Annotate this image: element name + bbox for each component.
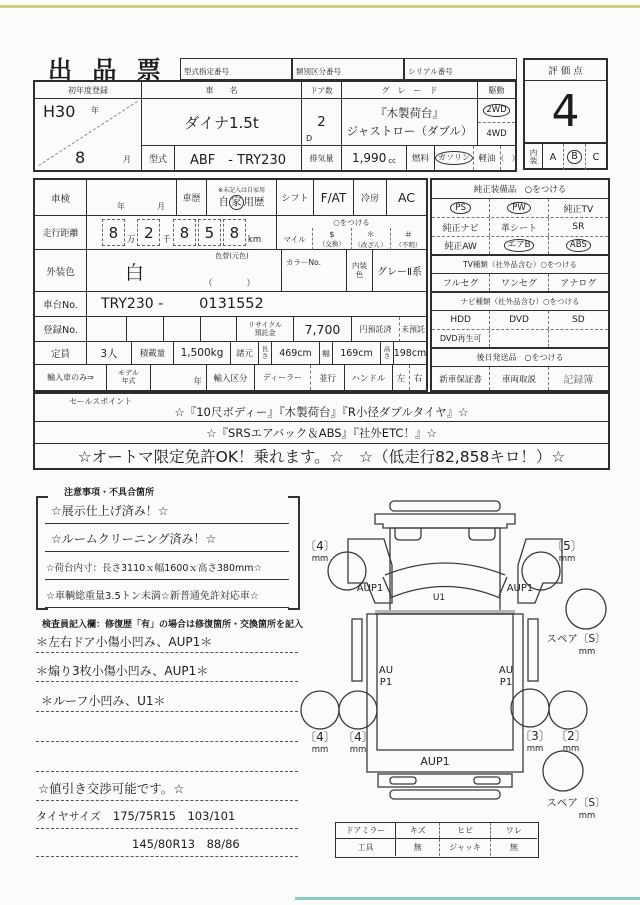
equip-title: 純正装備品 ○をつける xyxy=(432,180,608,199)
sheet-title: 出 品 票 xyxy=(48,56,167,84)
recycle-value: 7,700 xyxy=(294,317,352,342)
chassis-value-cell xyxy=(87,292,426,317)
navi-sd: SD xyxy=(548,311,608,329)
interior-grade-c: C xyxy=(585,144,606,170)
rear-bumper xyxy=(390,790,500,799)
length-value: 469cm xyxy=(272,342,320,365)
ship-title: 後日発送品 ○をつける xyxy=(432,349,608,367)
tv-fullseg: フルセグ xyxy=(442,279,479,289)
ac-value: AC xyxy=(387,180,426,216)
doors-header: ドア数 xyxy=(302,82,342,99)
shift-value: F/AT xyxy=(314,180,354,216)
inspector-line-1: ＊左右ドア小傷小凹み、AUP1＊ xyxy=(36,630,298,653)
model-year-unit: 年 xyxy=(193,377,202,387)
flag-exchange: $ （交換） xyxy=(312,228,350,250)
tire-size-line-2: 145/80R13 88/86 xyxy=(36,832,298,857)
discount-line: ☆値引き交渉可能です。☆ xyxy=(36,776,298,801)
inspector-empty-line-1 xyxy=(36,719,298,742)
first-reg-month-unit: 月 xyxy=(123,155,131,164)
mileage-digit: 8 xyxy=(223,219,246,246)
spare-tire-top xyxy=(566,589,606,629)
field-class-number xyxy=(292,58,404,80)
depth-unit: mm xyxy=(558,554,576,564)
shaken-value-cell xyxy=(87,180,177,216)
equip-abs xyxy=(548,237,608,254)
flag-tampered: ＊ （改ざん） xyxy=(351,228,390,250)
recycle-deposited: 円預託済 xyxy=(352,317,399,342)
bed-damage-rear: AUP1 xyxy=(420,755,450,768)
equip-airbag xyxy=(489,237,547,254)
vehicle-detail-table xyxy=(33,178,428,392)
shaken-label: 車検 xyxy=(35,180,87,216)
mileage-digit: 5 xyxy=(198,219,221,246)
depth-unit: mm xyxy=(578,811,596,820)
mileage-sep-sen: 千 xyxy=(162,235,171,245)
equip-leather: 革シート xyxy=(489,218,547,236)
interior-grade-row xyxy=(525,142,606,168)
car-name-header: 車 名 xyxy=(142,82,302,99)
first-reg-year: H30 xyxy=(43,102,76,121)
capacity-value: 3人 xyxy=(87,342,132,365)
rating-box xyxy=(523,58,608,170)
vehicle-main-table xyxy=(33,80,520,172)
navi-type-title: ナビ種類（社外品含む）○をつける xyxy=(432,293,608,311)
tail-light-left xyxy=(390,777,416,784)
chassis-prefix: TRY230 - xyxy=(101,296,164,312)
doors-cell xyxy=(302,99,342,146)
mirror-label: ドアミラー xyxy=(336,823,396,838)
tire-size-value-1: 175/75R15 103/101 xyxy=(112,809,236,823)
height-label: 高さ xyxy=(381,342,394,365)
first-reg-year-unit: 年 xyxy=(91,106,99,115)
windshield-arc-upper xyxy=(385,563,505,575)
bed-damage-right-1: AU xyxy=(498,665,514,676)
tire-front-left-depth: 〔4〕 xyxy=(304,539,336,553)
cab-notch-right xyxy=(469,528,495,540)
spare-tire-bottom xyxy=(543,751,583,791)
cab-damage-center: U1 xyxy=(432,593,446,603)
mileage-digits-cell xyxy=(87,216,277,250)
ext-color-label: 外装色 xyxy=(35,250,87,292)
ext-color-cell xyxy=(87,250,282,292)
mirror-crack: ヒビ xyxy=(439,823,489,838)
fuel-label: 燃料 xyxy=(407,146,435,170)
width-value: 169cm xyxy=(333,342,381,365)
cab-damage-right: AUP1 xyxy=(506,583,534,594)
shift-label: シフト xyxy=(277,180,314,216)
int-color-label: 内装色 xyxy=(347,250,373,292)
equip-sr: SR xyxy=(548,218,608,236)
field-model-designation-number xyxy=(180,58,292,80)
equip-row-2 xyxy=(432,218,608,237)
note-line-4: ☆車輌総重量3.5トン未満☆新普通免許対応車☆ xyxy=(45,582,289,608)
equip-row-3 xyxy=(432,237,608,256)
inspector-header: 検査員記入欄：修復歴「有」の場合は修復箇所・交換箇所を記入 xyxy=(42,620,304,630)
load-label: 積載量 xyxy=(132,342,174,365)
mileage-label: 走行距離 xyxy=(35,216,87,250)
circle-mark: 2WD xyxy=(483,104,509,117)
color-no-cell xyxy=(282,250,347,292)
cowl-bar-shape xyxy=(375,514,515,528)
side-rail-left xyxy=(352,619,362,681)
circle-mark: B xyxy=(567,150,582,164)
doors-value: 2 xyxy=(317,114,326,130)
chassis-serial: 0131552 xyxy=(199,296,264,312)
tool-none: 無 xyxy=(413,843,422,852)
jack-none: 無 xyxy=(490,839,537,856)
import-dealer: ディーラー xyxy=(262,373,303,382)
model-code-label: 型式 xyxy=(142,146,175,170)
shaken-year-unit: 年 xyxy=(117,202,125,211)
interior-grade-b xyxy=(563,144,585,170)
notes-header: 注意事項・不具合箇所 xyxy=(64,488,155,498)
displacement-value: 1,990 xyxy=(351,151,387,165)
navi-row-2 xyxy=(432,330,608,349)
grade-header: グ レ ー ド xyxy=(342,82,478,99)
circle-mark: PS xyxy=(450,202,471,215)
bed-damage-left-2: P1 xyxy=(379,677,393,688)
spare-bottom-label: スペア〔S〕 xyxy=(546,797,606,809)
tail-light-right xyxy=(474,777,500,784)
tire-front-right-depth: 〔5〕 xyxy=(551,539,583,553)
circle-mark: ガソリン xyxy=(435,151,473,165)
equip-navi: 純正ナビ xyxy=(442,223,479,234)
field-label: 類別区分番号 xyxy=(296,67,341,76)
vehicle-diagram xyxy=(295,495,615,820)
tv-type-title: TV種類（社外品含む）○をつける xyxy=(432,256,608,274)
fuel-diesel: 軽油 xyxy=(473,146,500,170)
tire-rear-left-outer-depth: 〔4〕 xyxy=(304,730,336,744)
tire-rear-left-outer xyxy=(301,691,339,729)
equip-row-1 xyxy=(432,199,608,218)
circle-mark: ABS xyxy=(566,239,591,252)
depth-unit: mm xyxy=(526,744,544,754)
history-v3: 用歴 xyxy=(243,195,265,208)
color-no-label: カラーNo. xyxy=(286,258,321,267)
field-serial-number xyxy=(404,58,517,80)
mirror-scratch: キズ xyxy=(409,826,426,835)
cab-damage-left: AUP1 xyxy=(356,583,384,594)
field-label: シリアル番号 xyxy=(408,67,453,76)
regno-empty-3 xyxy=(164,317,201,342)
spare-top-label: スペア〔S〕 xyxy=(546,633,606,645)
chassis-label: 車台No. xyxy=(35,292,87,317)
ship-row xyxy=(432,367,608,390)
equipment-panel xyxy=(430,178,610,392)
interior-grade-a: A xyxy=(549,151,557,163)
equip-ps xyxy=(432,199,489,217)
regno-label: 登録No. xyxy=(35,317,87,342)
fuel-paren: （ ） xyxy=(500,146,515,170)
recycle-label: リサイクル 預託金 xyxy=(237,317,294,342)
tv-type-row xyxy=(432,274,608,293)
equip-pw xyxy=(489,199,547,217)
doors-d: D xyxy=(306,134,313,143)
regno-empty-4 xyxy=(201,317,237,342)
rating-score: 4 xyxy=(551,86,580,137)
color-change-label: 色替(元色) xyxy=(215,252,249,260)
scan-bottom-bar xyxy=(295,897,640,900)
tire-rear-right-inner xyxy=(511,689,549,727)
depth-unit: mm xyxy=(311,554,329,564)
tire-size-line-1 xyxy=(36,804,298,829)
import-only-label: 輸入車のみ⇒ xyxy=(35,365,107,390)
navi-hdd: HDD xyxy=(450,315,471,325)
circle-mark: PW xyxy=(507,202,531,215)
note-line-1: ☆展示仕上げ済み！☆ xyxy=(45,498,289,524)
inspector-line-2: ＊煽り3枚小傷小凹み、AUP1＊ xyxy=(36,659,298,682)
grade-cell xyxy=(342,99,478,146)
ship-manual: 車両取説 xyxy=(489,367,547,390)
mileage-sep-man: 万 xyxy=(126,235,136,245)
bed-outer xyxy=(367,614,523,772)
bed-damage-right-2: P1 xyxy=(499,677,513,688)
equip-tv: 純正TV xyxy=(548,199,608,217)
regno-empty-1 xyxy=(87,317,127,342)
grade-line1: 『木製荷台』 xyxy=(375,105,444,120)
ship-warranty: 新車保証書 xyxy=(439,374,482,385)
handle-right: 右 xyxy=(409,365,426,390)
model-code-value: ABF - TRY230 xyxy=(175,146,302,170)
sales-points-block xyxy=(33,392,610,470)
navi-row-1 xyxy=(432,311,608,330)
width-label: 幅 xyxy=(320,342,333,365)
tire-rear-right-outer xyxy=(549,691,587,729)
drive-header: 駆動 xyxy=(478,82,515,99)
navi-dvd-play: DVD再生可 xyxy=(439,334,482,343)
tv-analog: アナログ xyxy=(548,274,608,291)
depth-unit: mm xyxy=(311,745,329,755)
sales-line-1: ☆『10尺ボディー』『木製荷台』『R小径ダブルタイヤ』☆ xyxy=(174,404,469,419)
scan-top-bar xyxy=(0,5,640,8)
tire-rear-right-outer-depth: 〔2〕 xyxy=(555,729,587,743)
bed-damage-left-1: AU xyxy=(378,665,394,676)
history-label: 車歴 xyxy=(177,180,207,216)
grade-line2: ジャストロー（ダブル） xyxy=(346,124,473,138)
side-rail-right xyxy=(528,619,538,681)
depth-unit: mm xyxy=(578,647,596,657)
history-note: ※未記入は自家用 xyxy=(217,186,266,194)
import-parallel: 並行 xyxy=(310,365,345,390)
handle-left: 左 xyxy=(396,373,406,384)
load-value: 1,500kg xyxy=(174,342,231,365)
tool-label: 工具 xyxy=(336,839,396,856)
mileage-unit: km xyxy=(247,235,262,245)
mileage-mark-header: ○をつける xyxy=(333,217,370,227)
length-label: 長さ xyxy=(259,342,272,365)
tire-rear-left-inner xyxy=(339,691,377,729)
sales-label: セールスポイント xyxy=(69,397,133,406)
handle-label: ハンドル xyxy=(345,365,393,390)
depth-unit: mm xyxy=(349,745,367,755)
jack-label: ジャッキ xyxy=(439,839,489,856)
tire-rear-left-inner-depth: 〔4〕 xyxy=(342,730,374,744)
note-line-3: ☆荷台内寸：長さ3110ｘ幅1600ｘ高さ380mm☆ xyxy=(45,554,289,580)
tire-rear-right-inner-depth: 〔3〕 xyxy=(519,729,551,743)
capacity-label: 定員 xyxy=(35,342,87,365)
mileage-flags-cell xyxy=(277,216,426,250)
spec-label: 諸元 xyxy=(231,342,259,365)
bed-inner xyxy=(377,614,513,750)
flag-unknown: ＃ （不明） xyxy=(390,228,426,250)
equip-aw: 純正AW xyxy=(444,242,477,252)
ext-color-value: 白 xyxy=(125,262,145,284)
displacement-unit: cc xyxy=(388,157,397,165)
tail-bar xyxy=(378,774,512,787)
navi-empty-1 xyxy=(489,330,547,347)
first-reg-cell xyxy=(35,99,142,170)
note-line-2: ☆ルームクリーニング済み！☆ xyxy=(45,526,289,552)
sales-row-1 xyxy=(35,394,608,422)
tire-size-label: タイヤサイズ xyxy=(36,810,101,823)
drive-4wd: 4WD xyxy=(478,123,515,146)
sales-line-2: ☆『SRSエアバック＆ABS』『社外ETC！』☆ xyxy=(35,422,608,444)
inspector-line-3: ＊ルーフ小凹み、U1＊ xyxy=(36,689,298,712)
history-v1: 自 xyxy=(218,195,229,208)
inspector-empty-line-2 xyxy=(36,749,298,772)
mirror-break: ワレ xyxy=(490,823,537,838)
import-class-label: 輸入区分 xyxy=(207,365,255,390)
height-value: 198cm xyxy=(394,342,426,365)
sales-line-3: ☆オートマ限定免許OK！乗れます。☆ ☆（低走行82,858キロ！）☆ xyxy=(77,448,566,466)
first-reg-month: 8 xyxy=(75,148,86,167)
ac-label: 冷房 xyxy=(354,180,387,216)
displacement-cell xyxy=(342,146,407,170)
front-bumper-shape xyxy=(390,501,500,511)
cab-notch-left xyxy=(395,528,421,540)
color-change-paren: （ ） xyxy=(203,279,255,289)
depth-unit: mm xyxy=(562,744,580,754)
mirror-tool-table xyxy=(335,822,539,858)
mileage-digit: 8 xyxy=(173,219,196,246)
car-name-value: ダイナ1.5t xyxy=(142,99,302,146)
interior-grade-label: 内装 xyxy=(525,144,543,170)
drive-2wd xyxy=(478,99,515,123)
fuel-gasoline xyxy=(435,146,473,170)
mileage-digit: 2 xyxy=(137,219,160,246)
recycle-not-deposited: 未預託 xyxy=(399,317,426,342)
flag-mile: マイル xyxy=(283,234,306,244)
tv-oneseg: ワンセグ xyxy=(489,274,547,291)
ship-record-book: 記録簿 xyxy=(548,367,608,390)
displacement-label: 排気量 xyxy=(302,146,342,170)
tool-row xyxy=(336,839,537,856)
circle-mark: 家 xyxy=(229,195,244,210)
navi-empty-2 xyxy=(548,330,608,347)
model-year-label: モデル 年式 xyxy=(107,365,151,390)
regno-empty-2 xyxy=(127,317,164,342)
mirror-row xyxy=(336,823,537,839)
int-color-value: グレーⅡ系 xyxy=(373,250,426,292)
rating-label: 評 価 点 xyxy=(525,60,606,81)
field-label: 型式指定番号 xyxy=(184,67,229,76)
mileage-digit: 8 xyxy=(102,219,125,246)
first-reg-header: 初年度登録 xyxy=(35,82,142,99)
navi-dvd: DVD xyxy=(489,311,547,329)
history-value-cell xyxy=(207,180,277,216)
circle-mark: エアB xyxy=(504,239,535,252)
shaken-month-unit: 月 xyxy=(157,202,165,211)
model-year-cell xyxy=(151,365,207,390)
